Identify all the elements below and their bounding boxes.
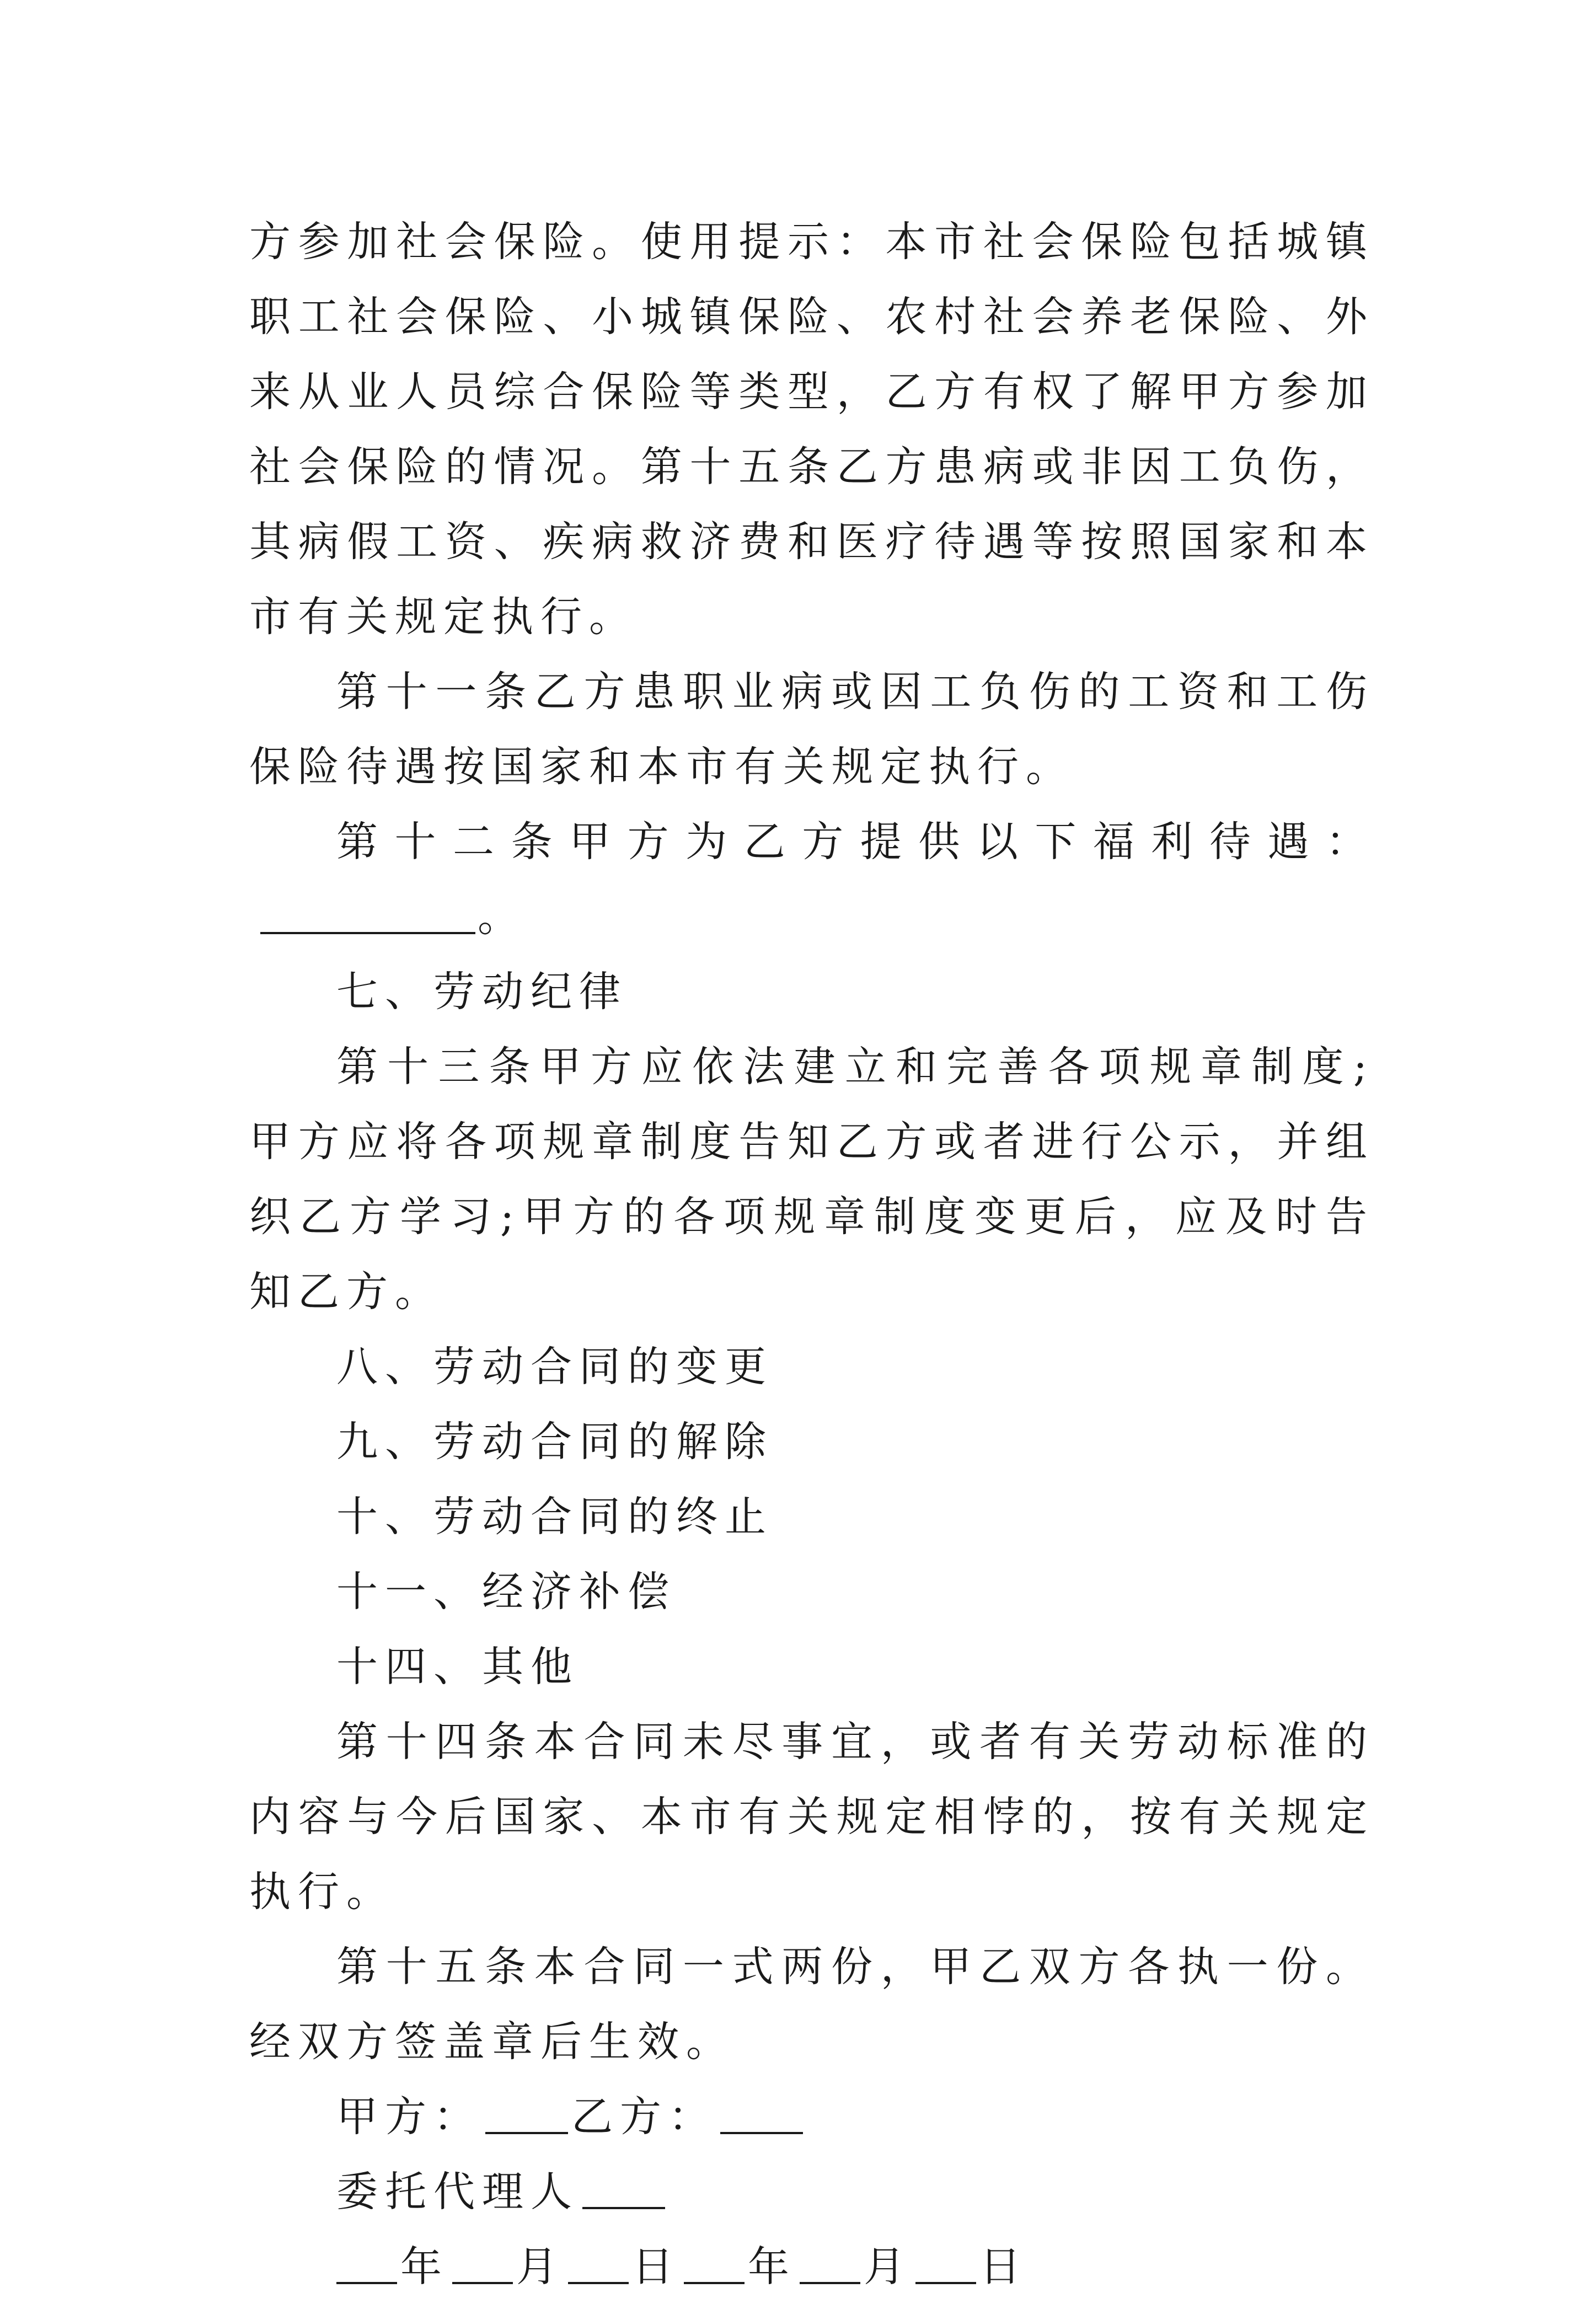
year-blank-b xyxy=(684,2249,745,2284)
year-label-b: 年 xyxy=(748,2242,797,2291)
agent-blank xyxy=(582,2174,665,2209)
document-body xyxy=(249,204,1374,2304)
agent-label: 委托代理人 xyxy=(336,2167,580,2216)
month-label-a: 月 xyxy=(516,2242,565,2291)
day-blank-b xyxy=(915,2249,976,2284)
year-blank-a xyxy=(336,2249,397,2284)
signature-date-row xyxy=(249,2229,1374,2304)
day-blank-a xyxy=(568,2249,629,2284)
heading-contract-end: 十、劳动合同的终止 xyxy=(336,1492,774,1541)
welfare-blank xyxy=(260,899,475,934)
heading-contract-termination: 九、劳动合同的解除 xyxy=(336,1417,774,1466)
heading-labor-discipline: 七、劳动纪律 xyxy=(336,967,628,1016)
party-a-blank xyxy=(485,2099,568,2134)
party-b-blank xyxy=(720,2099,803,2134)
day-label-b: 日 xyxy=(979,2242,1029,2291)
month-blank-a xyxy=(452,2249,513,2284)
paragraph-article-12 xyxy=(249,804,1374,954)
paragraph-article-15: 第十五条本合同一式两份，甲乙双方各执一份。经双方签盖章后生效。 xyxy=(249,1942,1374,2066)
month-label-b: 月 xyxy=(864,2242,913,2291)
article-12-text: 第十二条甲方为乙方提供以下福利待遇： xyxy=(336,817,1374,866)
month-blank-b xyxy=(800,2249,860,2284)
paragraph-social-insurance: 方参加社会保险。使用提示：本市社会保险包括城镇职工社会保险、小城镇保险、农村社会养老保险、外来从业人员综合保险等类型，乙方有权了解甲方参加社会保险的情况。第十五条乙方患病或非因工负伤，其病假工资、疾病救济费和医疗待遇等按照国家和本市有关规定执行。 xyxy=(249,217,1374,641)
signature-agent-row xyxy=(249,2154,1374,2229)
day-label-a: 日 xyxy=(632,2242,681,2291)
paragraph-article-14: 第十四条本合同未尽事宜，或者有关劳动标准的内容与今后国家、本市有关规定相悖的，按有关规定执行。 xyxy=(249,1717,1374,1916)
party-b-label: 乙方： xyxy=(571,2092,717,2141)
article-12-end: 。 xyxy=(478,892,527,941)
party-a-label: 甲方： xyxy=(336,2092,483,2141)
paragraph-article-11: 第十一条乙方患职业病或因工负伤的工资和工伤保险待遇按国家和本市有关规定执行。 xyxy=(249,667,1374,791)
heading-other: 十四、其他 xyxy=(336,1642,580,1691)
heading-economic-compensation: 十一、经济补偿 xyxy=(336,1567,677,1616)
paragraph-article-13: 第十三条甲方应依法建立和完善各项规章制度;甲方应将各项规章制度告知乙方或者进行公示，并组织乙方学习;甲方的各项规章制度变更后，应及时告知乙方。 xyxy=(249,1042,1374,1316)
signature-parties-row xyxy=(249,2079,1374,2154)
year-label-a: 年 xyxy=(400,2242,449,2291)
heading-contract-change: 八、劳动合同的变更 xyxy=(336,1342,774,1391)
